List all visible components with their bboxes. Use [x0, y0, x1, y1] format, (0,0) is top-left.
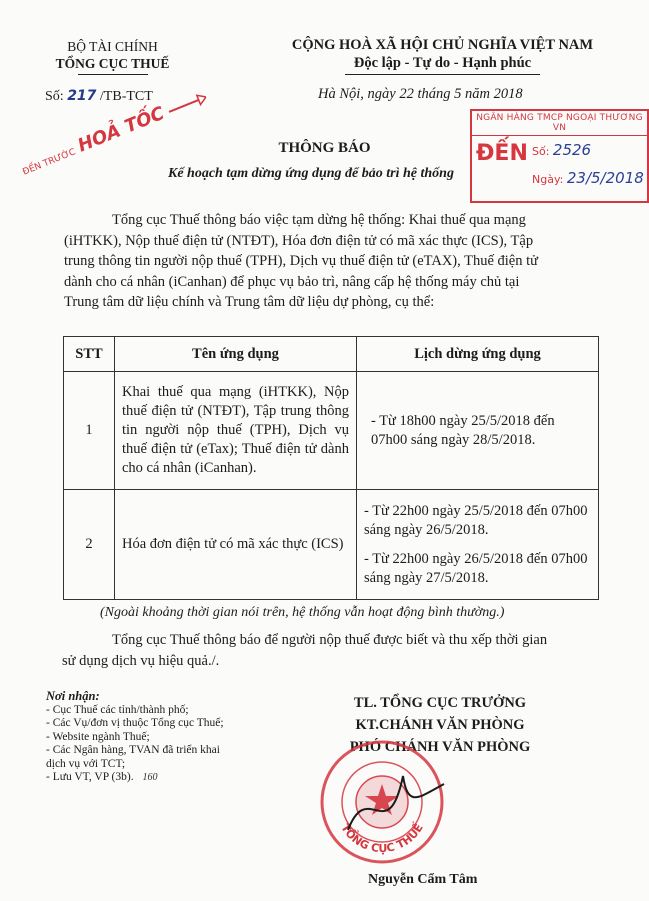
national-header [270, 36, 615, 75]
intro-line: trung thông tin người nộp thuế (TPH), Dịch vụ thuế điện tử (eTAX), Thuế điện tử [64, 253, 539, 269]
intro-line: dành cho cá nhân (iCanhan) để phục vụ bảo trì, nâng cấp hệ thống máy chủ tại [64, 273, 520, 290]
doc-number-handwritten: 217 [67, 88, 97, 104]
bank-stamp-so-value: 2526 [552, 141, 592, 159]
doc-number-prefix: Số: [45, 89, 64, 104]
recipient-item: - Các Ngân hàng, TVAN đã triển khai dịch vụ với TCT; [46, 744, 220, 770]
urgent-stamp-line1: ĐẾN TRƯỚC [21, 147, 78, 178]
doc-number-suffix: /TB-TCT [99, 89, 153, 104]
ministry-name: BỘ TÀI CHÍNH [67, 39, 158, 54]
recipients-list [46, 690, 231, 785]
urgent-stamp-line2: HOẢ TỐC [74, 102, 168, 157]
closing-line: sử dụng dịch vụ hiệu quả./. [62, 652, 220, 669]
schedule-item: - Từ 22h00 ngày 26/5/2018 đến 07h00 sáng ngày 27/5/2018. [364, 550, 588, 586]
signer-name: Nguyễn Cẩm Tâm [368, 872, 478, 887]
date-place: Hà Nội, ngày 22 tháng 5 năm 2018 [318, 86, 523, 102]
header-left-divider [78, 74, 148, 75]
sign-line3: PHÓ CHÁNH VĂN PHÒNG [349, 739, 531, 755]
bank-stamp-org: NGÂN HÀNG TMCP NGOẠI THƯƠNG VN [472, 111, 647, 136]
bank-stamp-so-label: Số: [532, 145, 550, 158]
handwritten-count: 160 [142, 772, 158, 783]
document-subtitle: Kế hoạch tạm dừng ứng dụng để bảo trì hệ thống [168, 166, 454, 181]
recipient-item: - Các Vụ/đơn vị thuộc Tổng cục Thuế; [46, 717, 224, 729]
header-right-divider [345, 74, 540, 75]
document-number [45, 88, 153, 105]
row-stt: 2 [64, 490, 115, 600]
header-app: Tên ứng dụng [115, 337, 357, 372]
bank-stamp-label: ĐẾN [476, 141, 528, 166]
document-title: THÔNG BÁO [278, 140, 371, 156]
operating-note: (Ngoài khoảng thời gian nói trên, hệ thống vẫn hoạt động bình thường.) [100, 605, 505, 620]
table-header-row [64, 337, 599, 372]
row-stt: 1 [64, 372, 115, 490]
recipients-heading: Nơi nhận: [46, 689, 100, 703]
arrow-icon [166, 90, 208, 118]
schedule-table [63, 336, 599, 600]
recipient-item [46, 771, 231, 785]
recipient-item-text: - Lưu VT, VP (3b). [46, 771, 134, 783]
intro-paragraph [64, 210, 607, 313]
bank-stamp-ngay-value: 23/5/2018 [566, 169, 644, 187]
row-schedule [357, 490, 599, 600]
intro-line: (iHTKK), Nộp thuế điện tử (NTĐT), Hóa đơn điện tử có mã xác thực (ICS), Tập [64, 232, 534, 249]
row-schedule: - Từ 18h00 ngày 25/5/2018 đến 07h00 sáng ngày 28/5/2018. [357, 372, 599, 490]
table-row [64, 372, 599, 490]
official-seal [318, 738, 446, 866]
header-stt: STT [64, 337, 115, 372]
bank-stamp-ngay-label: Ngày: [532, 173, 564, 186]
closing-paragraph [62, 630, 597, 671]
department-name: TỔNG CỤC THUẾ [55, 56, 170, 71]
header-schedule: Lịch dừng ứng dụng [357, 337, 599, 372]
sign-line2: KT.CHÁNH VĂN PHÒNG [355, 717, 525, 733]
seal-text: TỔNG CỤC THUẾ [338, 821, 426, 856]
row-app: Hóa đơn điện tử có mã xác thực (ICS) [115, 490, 357, 600]
sign-line1: TL. TỔNG CỤC TRƯỞNG [353, 695, 527, 711]
intro-line: Trung tâm dữ liệu chính và Trung tâm dữ liệu dự phòng, cụ thể: [64, 294, 435, 310]
recipient-item: - Website ngành Thuế; [46, 730, 150, 743]
issuer-header [30, 38, 195, 75]
bank-stamp-date-row [532, 169, 644, 187]
national-title: CỘNG HOÀ XÃ HỘI CHỦ NGHĨA VIỆT NAM [291, 37, 594, 53]
national-motto: Độc lập - Tự do - Hạnh phúc [353, 55, 532, 71]
schedule-item: - Từ 22h00 ngày 25/5/2018 đến 07h00 sáng ngày 26/5/2018. [364, 502, 588, 538]
closing-line: Tổng cục Thuế thông báo để người nộp thuế được biết và thu xếp thời gian [112, 632, 548, 648]
row-app: Khai thuế qua mạng (iHTKK), Nộp thuế điện tử (NTĐT), Tập trung thông tin người nộp thuế (TPH), Dịch vụ thuế điện tử (eTax); Thuế điện tử dành cho cá nhân (iCanhan). [115, 372, 357, 490]
intro-line: Tổng cục Thuế thông báo việc tạm dừng hệ thống: Khai thuế qua mạng [112, 212, 526, 228]
recipient-item: - Cục Thuế các tỉnh/thành phố; [46, 703, 189, 716]
table-row [64, 490, 599, 600]
